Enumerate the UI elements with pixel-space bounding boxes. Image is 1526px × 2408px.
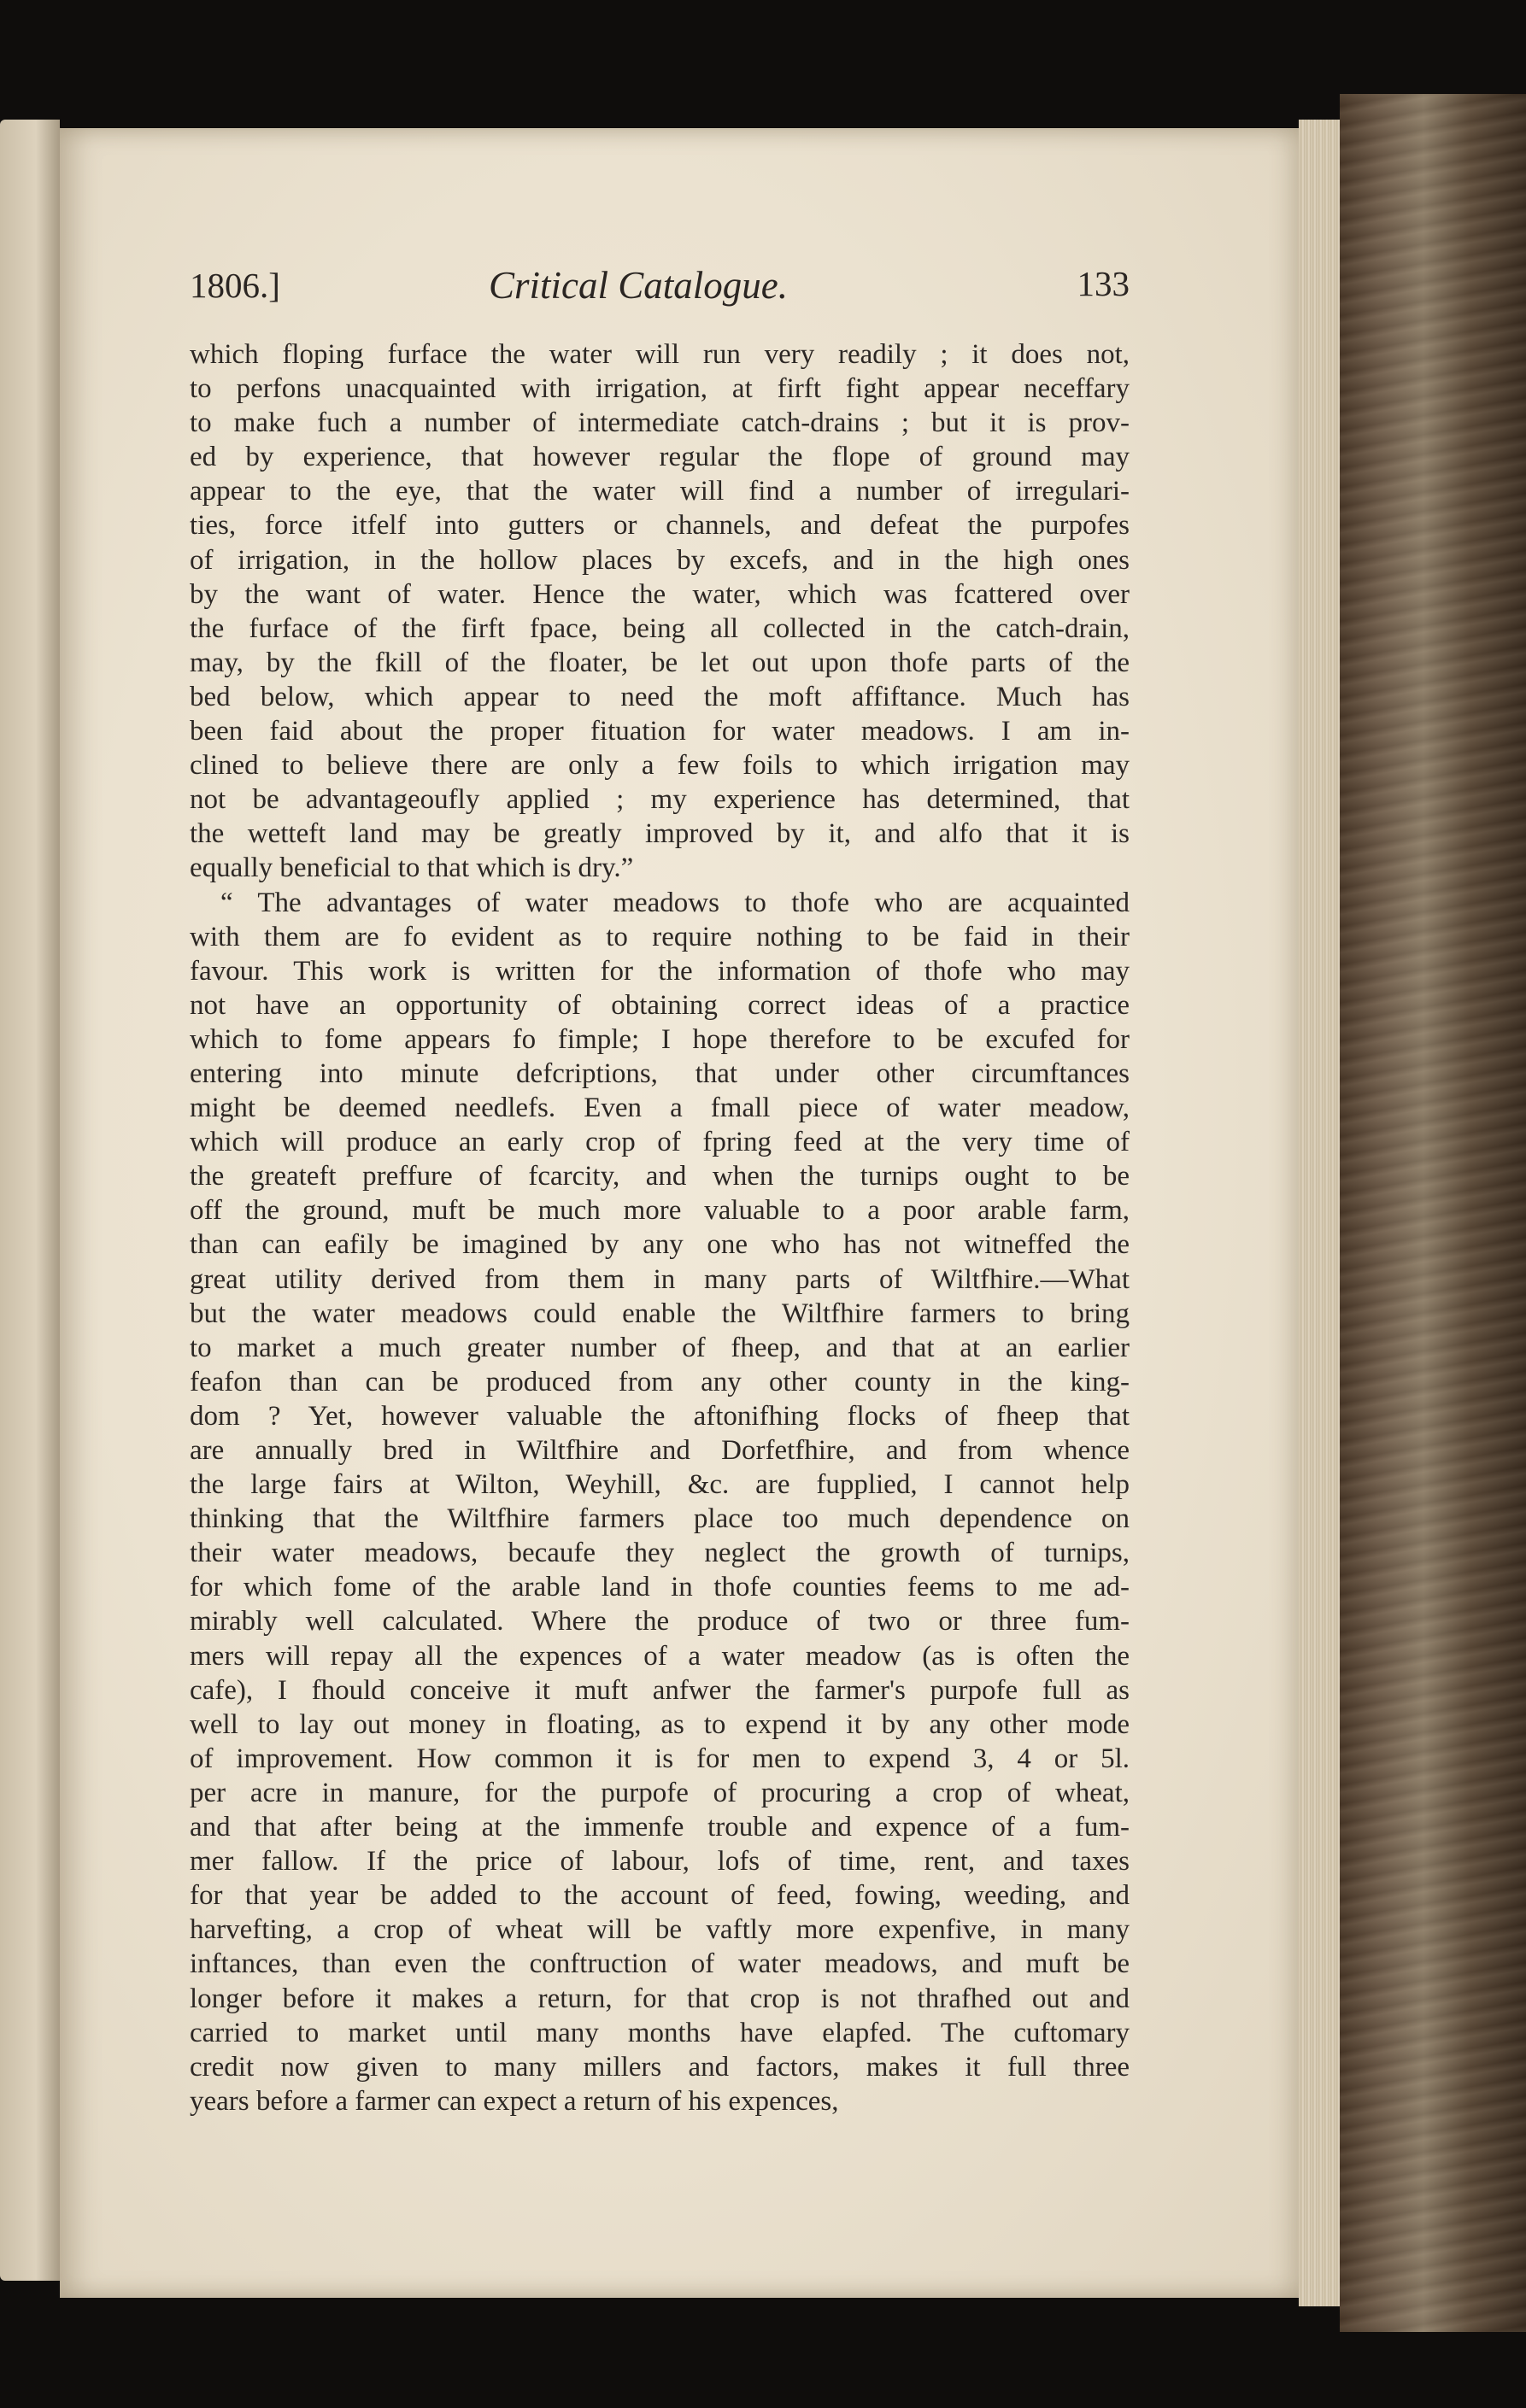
text-line: carried to market until many months have elapfed. The cuftomary: [190, 2017, 1130, 2048]
text-line: with them are fo evident as to require nothing to be faid in their: [190, 921, 1130, 952]
text-line: favour. This work is written for the information of thofe who may: [190, 955, 1130, 987]
text-line: off the ground, muft be much more valuable to a poor arable farm,: [190, 1195, 1130, 1227]
page-block-edges: [1299, 120, 1340, 2306]
text-line: bed below, which appear to need the moft affiftance. Much has: [190, 681, 1130, 712]
text-line: which to fome appears fo fimple; I hope therefore to be excufed for: [190, 1023, 1130, 1055]
text-line: of improvement. How common it is for men to expend 3, 4 or 5l.: [190, 1743, 1130, 1774]
text-line: ties, force itfelf into gutters or channels, and defeat the purpofes: [190, 510, 1130, 542]
text-line: might be deemed needlefs. Even a fmall piece of water meadow,: [190, 1093, 1130, 1124]
text-line: for that year be added to the account of feed, fowing, weeding, and: [190, 1880, 1130, 1912]
text-line: which floping furface the water will run very readily ; it does not,: [190, 339, 1130, 370]
body-text: [190, 337, 1130, 2118]
text-line: well to lay out money in floating, as to expend it by any other mode: [190, 1708, 1130, 1740]
text-line: to perfons unacquainted with irrigation, at firft fight appear neceffary: [190, 373, 1130, 405]
text-line: equally beneficial to that which is dry.”: [190, 852, 634, 884]
text-line: are annually bred in Wiltfhire and Dorfetfhire, and from whence: [190, 1435, 1130, 1466]
text-line: their water meadows, becaufe they neglect the growth of turnips,: [190, 1538, 1130, 1569]
text-line: the greateft preffure of fcarcity, and when the turnips ought to be: [190, 1161, 1130, 1192]
page-number: 133: [1077, 264, 1130, 303]
text-line: not be advantageoufly applied ; my experience has determined, that: [190, 784, 1130, 816]
text-line: the furface of the firft fpace, being all collected in the catch-drain,: [190, 612, 1130, 644]
text-line: inftances, than even the conftruction of water meadows, and muft be: [190, 1948, 1130, 1980]
text-line: years before a farmer can expect a return of his expences,: [190, 2085, 839, 2117]
text-line: longer before it makes a return, for that crop is not thrafhed out and: [190, 1983, 1130, 2014]
text-line: the large fairs at Wilton, Weyhill, &c. are fupplied, I cannot help: [190, 1469, 1130, 1501]
text-line: mers will repay all the expences of a water meadow (as is often the: [190, 1640, 1130, 1672]
text-line: entering into minute defcriptions, that under other circumftances: [190, 1058, 1130, 1089]
text-line: harvefting, a crop of wheat will be vaftly more expenfive, in many: [190, 1914, 1130, 1946]
text-line: which will produce an early crop of fpring feed at the very time of: [190, 1127, 1130, 1158]
text-line: but the water meadows could enable the Wiltfhire farmers to bring: [190, 1298, 1130, 1329]
text-line: to market a much greater number of fheep, and that at an earlier: [190, 1332, 1130, 1363]
text-line: ed by experience, that however regular the flope of ground may: [190, 442, 1130, 473]
text-line: of irrigation, in the hollow places by excefs, and in the high ones: [190, 544, 1130, 576]
text-line: to make fuch a number of intermediate catch-drains ; but it is prov-: [190, 407, 1130, 439]
text-line: cafe), I fhould conceive it muft anfwer the farmer's purpofe full as: [190, 1674, 1130, 1706]
text-line: by the want of water. Hence the water, which was fcattered over: [190, 578, 1130, 610]
running-header: [190, 256, 1130, 316]
text-line: appear to the eye, that the water will find a number of irregulari-: [190, 476, 1130, 507]
text-line: great utility derived from them in many parts of Wiltfhire.—What: [190, 1263, 1130, 1295]
text-line: and that after being at the immenfe trouble and expence of a fum-: [190, 1812, 1130, 1843]
header-year: 1806.]: [190, 266, 280, 305]
text-line: feafon than can be produced from any other county in the king-: [190, 1366, 1130, 1397]
text-line: not have an opportunity of obtaining correct ideas of a practice: [190, 989, 1130, 1021]
text-line: credit now given to many millers and factors, makes it full three: [190, 2051, 1130, 2083]
text-line: clined to believe there are only a few foils to which irrigation may: [190, 750, 1130, 782]
text-line: for which fome of the arable land in thofe counties feems to me ad-: [190, 1572, 1130, 1603]
text-line: “ The advantages of water meadows to thofe who are acquainted: [220, 887, 1130, 918]
text-line: than can eafily be imagined by any one who has not witneffed the: [190, 1229, 1130, 1261]
text-line: thinking that the Wiltfhire farmers place too much dependence on: [190, 1503, 1130, 1535]
text-line: per acre in manure, for the purpofe of procuring a crop of wheat,: [190, 1777, 1130, 1808]
text-line: dom ? Yet, however valuable the aftonifhing flocks of fheep that: [190, 1400, 1130, 1432]
text-line: mirably well calculated. Where the produce of two or three fum-: [190, 1606, 1130, 1638]
book-cover: [1340, 94, 1526, 2332]
facing-page-edge: [0, 120, 60, 2281]
text-line: may, by the fkill of the floater, be let out upon thofe parts of the: [190, 647, 1130, 678]
header-title: Critical Catalogue.: [489, 264, 789, 307]
text-line: mer fallow. If the price of labour, lofs of time, rent, and taxes: [190, 1846, 1130, 1878]
text-line: the wetteft land may be greatly improved by it, and alfo that it is: [190, 818, 1130, 850]
text-line: been faid about the proper fituation for water meadows. I am in-: [190, 716, 1130, 747]
